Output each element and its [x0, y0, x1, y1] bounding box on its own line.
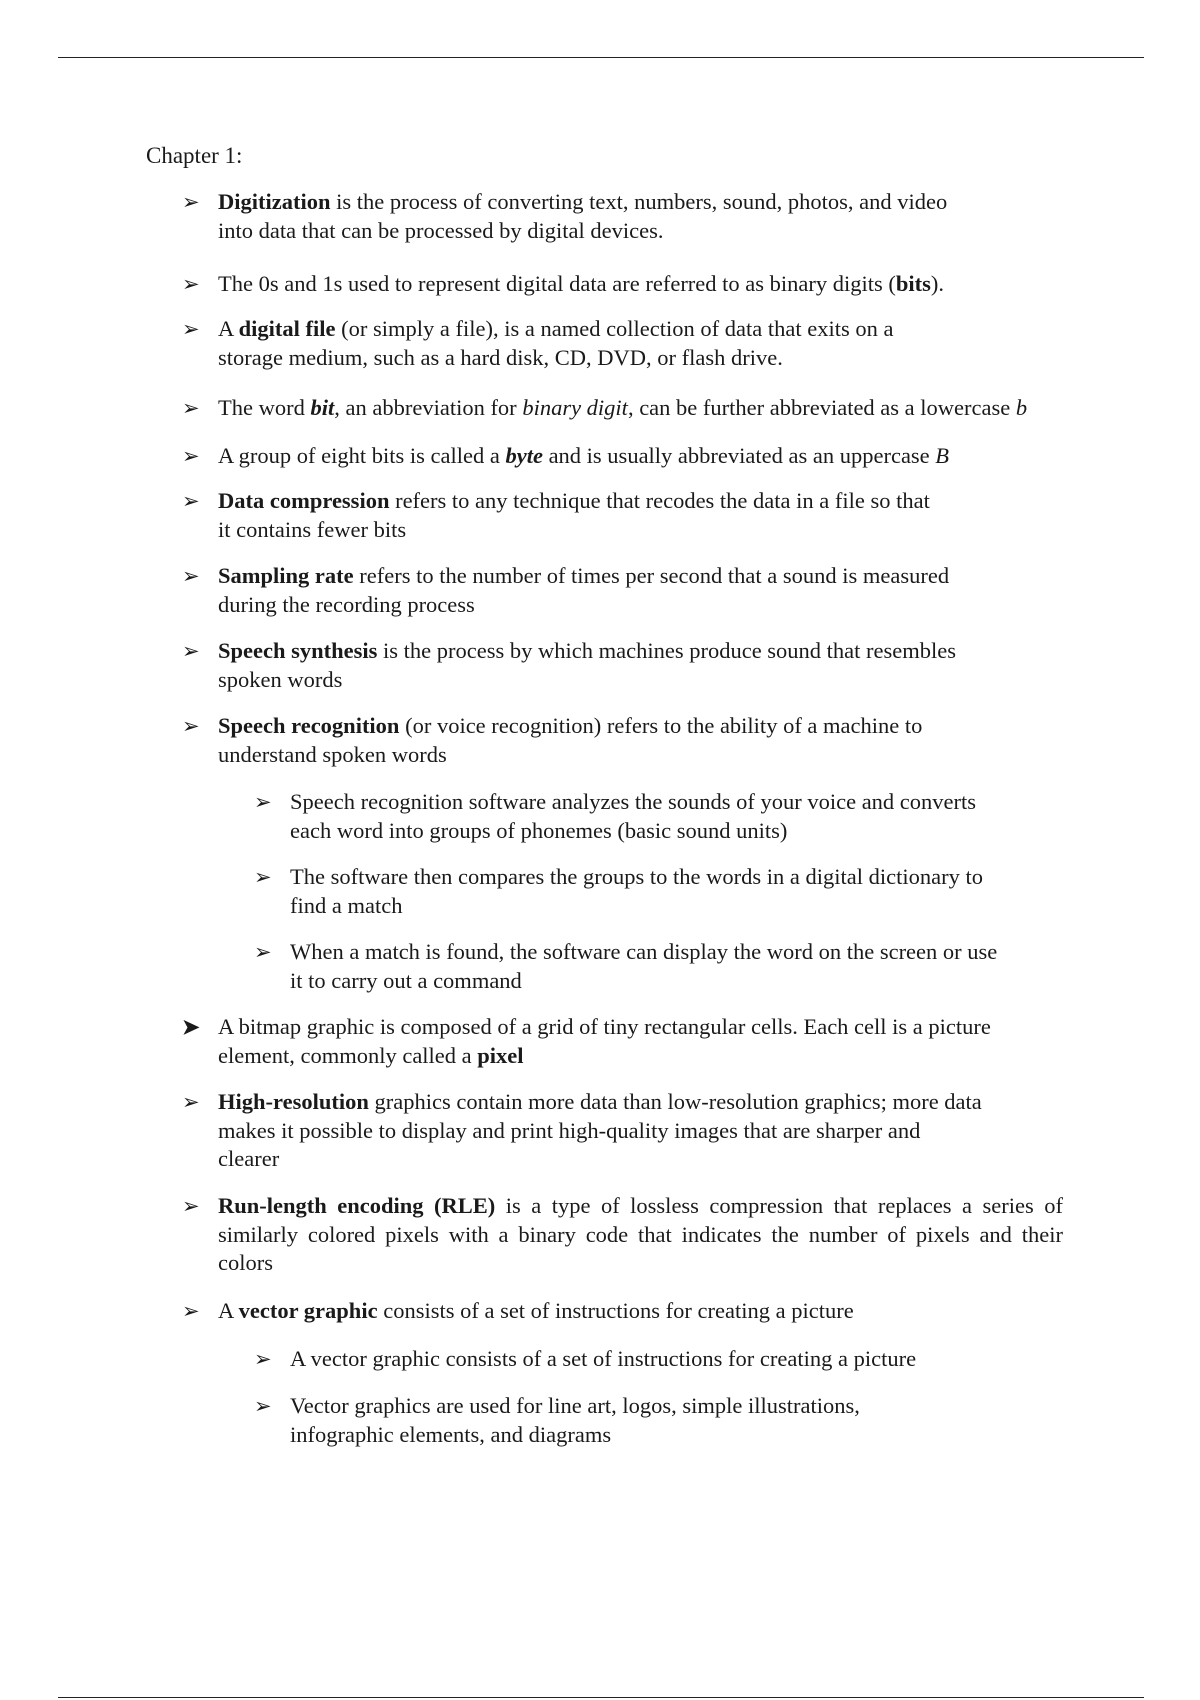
item-text: into data that can be processed by digital devices. [218, 217, 664, 243]
term-text: Digitization [218, 189, 331, 214]
list-item [182, 562, 1008, 619]
item-text: during the recording process [218, 591, 475, 617]
item-text: A [218, 316, 239, 341]
arrow-bullet-icon: ➢ [182, 639, 200, 663]
term-text: b [1015, 395, 1028, 420]
arrow-bullet-icon: ➢ [182, 444, 200, 468]
item-text: it to carry out a command [290, 967, 522, 993]
term-text: vector graphic [238, 1298, 378, 1323]
arrow-bullet-icon: ➢ [182, 272, 200, 296]
item-text: infographic elements, and diagrams [290, 1421, 612, 1447]
arrow-bullet-icon: ➢ [182, 1299, 200, 1323]
term-text: High-resolution [218, 1089, 369, 1114]
item-text: element, commonly called a [218, 1042, 478, 1068]
item-text: makes it possible to display and print high-quality images that are sharper and [218, 1117, 921, 1143]
item-text: is the process of converting text, numbers, sound, photos, and video [330, 189, 948, 214]
sub-list-item [254, 1392, 1080, 1449]
list-item [182, 487, 1008, 544]
arrow-bullet-icon: ➢ [182, 714, 200, 738]
footer-rule [58, 1697, 1144, 1698]
term-text: digital file [238, 316, 336, 341]
item-text: ). [930, 271, 945, 296]
item-text: Vector graphics are used for line art, logos, simple illustrations, [290, 1393, 860, 1418]
item-text: is a type of lossless compression that replaces a series of similarly colored pixels with a binary code that indicates the number of pixels and their colors [218, 1193, 1063, 1275]
item-text: When a match is found, the software can display the word on the screen or use [290, 939, 998, 964]
arrow-bullet-icon: ➢ [182, 190, 200, 214]
item-text: The software then compares the groups to the words in a digital dictionary to [290, 864, 983, 889]
term-text: Sampling rate [218, 563, 354, 588]
term-text: bits [895, 271, 931, 296]
item-text: each word into groups of phonemes (basic sound units) [290, 817, 788, 843]
term-text: Run-length encoding (RLE) [218, 1193, 496, 1218]
item-text: refers to any technique that recodes the data in a file so that [389, 488, 930, 513]
sub-list-item [254, 788, 1080, 845]
item-text: clearer [218, 1146, 280, 1171]
list-item [182, 270, 1058, 299]
arrow-bullet-icon: ➢ [182, 317, 200, 341]
arrow-bullet-icon: ➢ [254, 1347, 272, 1371]
sub-list-item [254, 1345, 1080, 1374]
list-item [182, 188, 1008, 245]
header-rule [58, 57, 1144, 58]
list-item [182, 1297, 1058, 1326]
item-text: The 0s and 1s used to represent digital data are referred to as binary digits ( [218, 271, 896, 296]
item-text: refers to the number of times per second that a sound is measured [353, 563, 950, 588]
term-text: pixel [477, 1042, 524, 1068]
arrow-bullet-icon: ➢ [182, 1194, 200, 1218]
item-text: understand spoken words [218, 741, 447, 767]
arrow-bullet-icon: ➢ [254, 940, 272, 964]
list-item [182, 1192, 1063, 1278]
arrow-bullet-icon: ➢ [182, 396, 200, 420]
item-text: is the process by which machines produce sound that resembles [377, 638, 957, 663]
sub-list-item [254, 863, 1080, 920]
list-item [182, 712, 1008, 769]
list-item [182, 1088, 1068, 1174]
item-text: A vector graphic consists of a set of instructions for creating a picture [290, 1346, 917, 1371]
term-text: Speech synthesis [218, 638, 378, 663]
item-text: consists of a set of instructions for creating a picture [377, 1298, 854, 1323]
item-text: (or voice recognition) refers to the ability of a machine to [399, 713, 923, 738]
term-text: Data compression [218, 488, 390, 513]
list-item [182, 442, 1058, 471]
arrow-bullet-icon: ➢ [182, 1090, 200, 1114]
list-item [182, 315, 1008, 372]
item-text: A group of eight bits is called a [218, 443, 506, 468]
item-text: graphics contain more data than low-resolution graphics; more data [368, 1089, 982, 1114]
term-text: byte [505, 443, 543, 468]
item-text: spoken words [218, 666, 343, 692]
term-text: bit [310, 395, 335, 420]
item-text: and is usually abbreviated as an uppercase [542, 443, 936, 468]
item-text: Speech recognition software analyzes the sounds of your voice and converts [290, 789, 977, 814]
arrow-bullet-icon: ➢ [182, 564, 200, 588]
arrow-bullet-icon: ➤ [182, 1015, 200, 1039]
list-item [182, 1013, 1068, 1070]
sub-list-item [254, 938, 1080, 995]
chapter-heading: Chapter 1: [146, 143, 243, 168]
term-text: B [935, 443, 950, 468]
list-item [182, 637, 1008, 694]
item-text: , can be further abbreviated as a lowercase [627, 395, 1016, 420]
item-text: storage medium, such as a hard disk, CD, DVD, or flash drive. [218, 344, 783, 370]
arrow-bullet-icon: ➢ [254, 1394, 272, 1418]
arrow-bullet-icon: ➢ [182, 489, 200, 513]
item-text: find a match [290, 892, 403, 918]
list-item [182, 394, 1098, 423]
item-text: A bitmap graphic is composed of a grid of tiny rectangular cells. Each cell is a picture [218, 1014, 991, 1039]
arrow-bullet-icon: ➢ [254, 790, 272, 814]
item-text: it contains fewer bits [218, 516, 407, 542]
item-text: A [218, 1298, 239, 1323]
item-text: The word [218, 395, 311, 420]
term-text: Speech recognition [218, 713, 400, 738]
item-text: , an abbreviation for [334, 395, 523, 420]
term-text: binary digit [522, 395, 628, 420]
item-text: (or simply a file), is a named collection of data that exits on a [335, 316, 894, 341]
arrow-bullet-icon: ➢ [254, 865, 272, 889]
